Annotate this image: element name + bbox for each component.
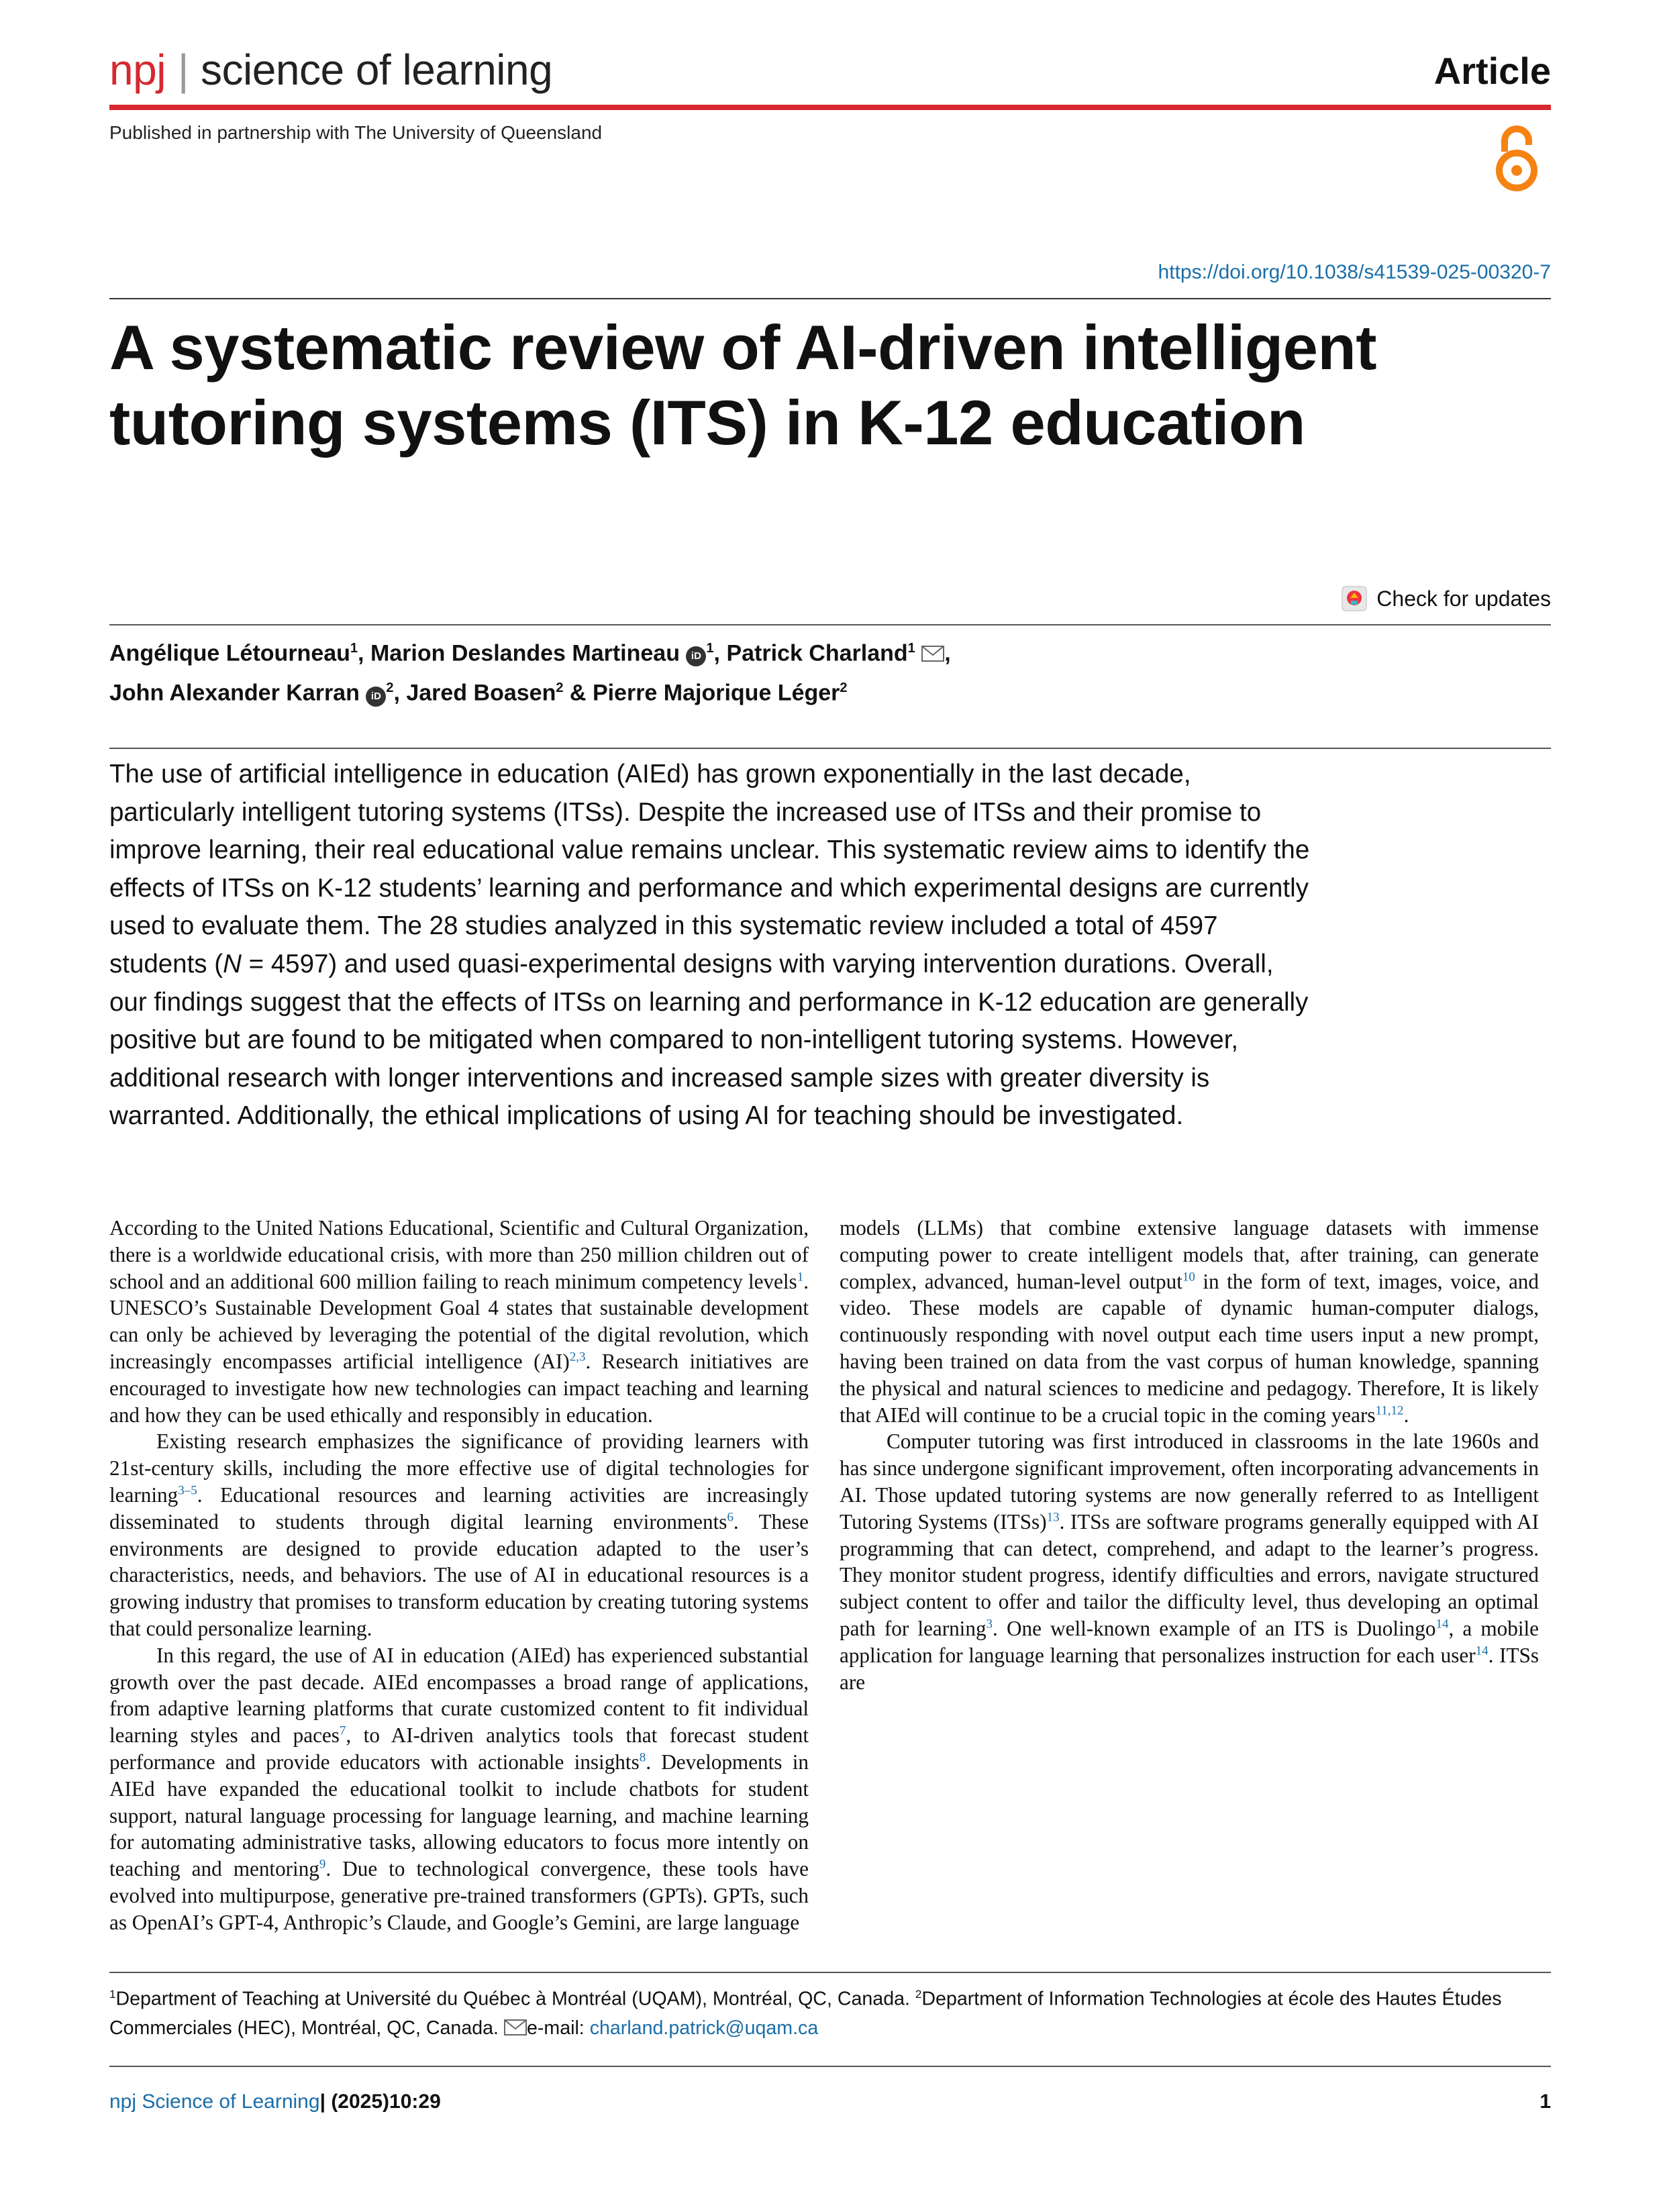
body-text-run: . ITSs are software programs generally equipped with AI programming that can detect, comprehend, and adapt to the learner’s progress. They monitor student progress, identify difficulties and errors, navigate structured subject content to offer and tailor the difficulty level, thus developing an optimal path for learning [840,1509,1539,1640]
author-affiliation: 1 [350,641,358,656]
author-affiliation: 2 [840,681,848,696]
author-name: John Alexander Karran [109,680,360,706]
affiliation-1: Department of Teaching at Université du Québec à Montréal (UQAM), Montréal, QC, Canada. [115,1988,910,2010]
citation-reference[interactable]: 13 [1046,1510,1060,1525]
journal-prefix: npj [109,46,166,94]
citation-reference[interactable]: 14 [1435,1617,1449,1631]
citation-reference[interactable]: 14 [1475,1644,1489,1658]
body-text-run: , a mobile application for language learning that personalizes instruction for each user [840,1616,1539,1667]
citation-reference[interactable]: 9 [319,1857,326,1872]
body-column-right [840,1215,1539,1695]
body-paragraph [840,1215,1539,1428]
body-text-run: . UNESCO’s Sustainable Development Goal 4 states that sustainable development can only be achieved by leveraging the potential of the digital revolution, which increasingly encompasses artificial intelligence (AI) [109,1269,809,1373]
body-text-run: . Developments in AIEd have expanded the educational toolkit to include chatbots for student support, natural language processing for language learning, and machine learning for automating administrative tasks, allowing educators to focus more intently on teaching and mentoring [109,1750,809,1881]
author-name: Jared Boasen [406,680,556,706]
body-text-run: In this regard, the use of AI in education (AIEd) has experienced substantial growth over the past decade. AIEd encompasses a broad range of applications, from adaptive learning platforms that curate customized content to fit individual learning styles and paces [109,1643,809,1748]
body-text-run: . One well-known example of an ITS is Duolingo [993,1616,1436,1640]
citation-reference[interactable]: 8 [639,1750,646,1765]
email-link[interactable]: charland.patrick@uqam.ca [589,2017,819,2039]
citation-reference[interactable]: 11,12 [1375,1403,1404,1418]
body-text-run: According to the United Nations Educational, Scientific and Cultural Organization, there is a worldwide educational crisis, with more than 250 million children out of school and an additional 600 million failing to reach minimum competency levels [109,1216,809,1293]
citation-reference[interactable]: 10 [1182,1270,1195,1285]
footer-journal-link[interactable]: npj Science of Learning [109,2091,320,2113]
journal-name [109,44,552,95]
email-icon[interactable] [921,646,944,662]
citation-reference[interactable]: 2,3 [569,1350,586,1364]
title-rule [109,298,1551,299]
article-type-label: Article [1433,50,1551,92]
check-updates-button[interactable] [1342,585,1551,612]
open-access-icon [1490,121,1544,195]
page-footer [109,2089,441,2115]
doi-link[interactable]: https://doi.org/10.1038/s41539-025-00320-7 [1158,261,1551,283]
article-title: A systematic review of AI-driven intelligent tutoring systems (ITS) in K-12 education [109,312,1377,458]
body-text-run: Computer tutoring was first introduced in classrooms in the late 1960s and has since undergone significant improvement, often incorporating advancements in AI. Those updated tutoring systems are now generally referred to as Intelligent Tutoring Systems (ITSs) [840,1429,1539,1534]
body-text-run: . Due to technological convergence, these tools have evolved into multipurpose, generative pre-trained transformers (GPTs). GPTs, such as OpenAI’s GPT-4, Anthropic’s Claude, and Google’s Gemini, are large language [109,1857,809,1934]
body-paragraph [109,1642,809,1936]
email-icon [504,2019,527,2035]
body-text-run: . Educational resources and learning activities are increasingly disseminated to students through digital learning environments [109,1482,809,1534]
email-label: e-mail: [526,2017,585,2039]
author-affiliation: 2 [386,681,394,696]
citation-reference[interactable]: 3–5 [178,1483,197,1498]
author-name: Patrick Charland [726,640,908,666]
citation-reference[interactable]: 6 [727,1510,734,1525]
author-name: Angélique Létourneau [109,640,350,666]
body-paragraph [109,1215,809,1428]
author-affiliation: 1 [907,641,915,656]
affiliations-footnote: $^1$Department of Teaching at Université du Québec à Montréal (UQAM), Montréal, QC, Canada. $^2$Department of Information Technologies at école des Hautes Études Commerciales (HEC), Montréal, QC, Canada. e-mail: charland.patrick@uqam.ca [109,1988,1502,2039]
header-rule [109,105,1551,110]
body-text-run: models (LLMs) that combine extensive language datasets with immense computing power to create intelligent models that, after training, can generate complex, advanced, human-level output [840,1216,1539,1293]
body-column-left [109,1215,809,1936]
footer-citation: (2025)10:29 [331,2091,441,2113]
body-text-run: , to AI-driven analytics tools that forecast student performance and provide educators with actionable insights [109,1723,809,1774]
citation-reference[interactable]: 3 [986,1617,993,1631]
crossmark-icon [1342,586,1367,611]
body-paragraph [840,1428,1539,1695]
body-text-run: . ITSs are [840,1643,1539,1694]
abstract-rule [109,748,1551,749]
journal-separator: | [177,46,189,94]
journal-title: science of learning [201,46,553,94]
footer-separator: | [319,2091,325,2113]
citation-reference[interactable]: 1 [797,1270,804,1285]
body-text-run: . [1403,1403,1409,1427]
body-text-run: in the form of text, images, voice, and video. These models are capable of dynamic human-computer dialogs, continuously responding with novel output each time users input a new prompt, having been trained on data from the vast corpus of human knowledge, spanning the physical and natural sciences to medicine and pedagogy. Therefore, It is likely that AIEd will continue to be a crucial topic in the coming years [840,1269,1539,1427]
author-name: Marion Deslandes Martineau [370,640,680,666]
author-list: Angélique Létourneau$^1$, Marion Deslandes Martineau $iD^1$, Patrick Charland$^1$ , John Alexander Karran $iD^2$, Jared Boasen$^2$ & Pierre Majorique Léger$^2$ [109,640,951,706]
page-number: 1 [1540,2091,1551,2113]
orcid-icon[interactable]: iD [686,646,706,666]
check-updates-label: Check for updates [1376,587,1551,611]
body-text-run: . These environments are designed to provide education adapted to the user’s characteristics, needs, and behaviors. The use of AI in educational resources is a growing industry that promises to transform education by creating tutoring systems that could personalize learning. [109,1509,809,1640]
author-affiliation: 1 [706,641,714,656]
affiliation-2: Department of Information Technologies at école des Hautes Études Commerciales (HEC), Montréal, QC, Canada. [109,1988,1502,2039]
author-affiliation: 2 [556,681,564,696]
abstract: The use of artificial intelligence in education (AIEd) has grown exponentially in the last decade, particularly intelligent tutoring systems (ITSs). Despite the increased use of ITSs and their promise to improve learning, their real educational value remains unclear. This systematic review aims to identify the effects of ITSs on K-12 students’ learning and performance and which experimental designs are currently used to evaluate them. The 28 studies analyzed in this systematic review included a total of 4597 students (N = 4597) and used quasi-experimental designs with varying intervention durations. Overall, our findings suggest that the effects of ITSs on learning and performance in K-12 education are generally positive but are found to be mitigated when compared to non-intelligent tutoring systems. However, additional research with longer interventions and increased sample sizes with greater diversity is warranted. Additionally, the ethical implications of using AI for teaching should be investigated. [109,760,1310,1131]
body-text-run: Existing research emphasizes the significance of providing learners with 21st-century skills, including the more effective use of digital technologies for learning [109,1429,809,1507]
partnership-note: Published in partnership with The University of Queensland [109,122,603,143]
orcid-icon[interactable]: iD [366,687,386,707]
author-name: Pierre Majorique Léger [592,680,840,706]
body-paragraph [109,1428,809,1642]
authors-rule [109,624,1551,625]
body-text-run: . Research initiatives are encouraged to investigate how new technologies can impact teaching and learning and how they can be used ethically and responsibly in education. [109,1349,809,1427]
footnote-rule [109,1972,1551,1973]
footer-rule [109,2066,1551,2067]
citation-reference[interactable]: 7 [339,1723,346,1738]
